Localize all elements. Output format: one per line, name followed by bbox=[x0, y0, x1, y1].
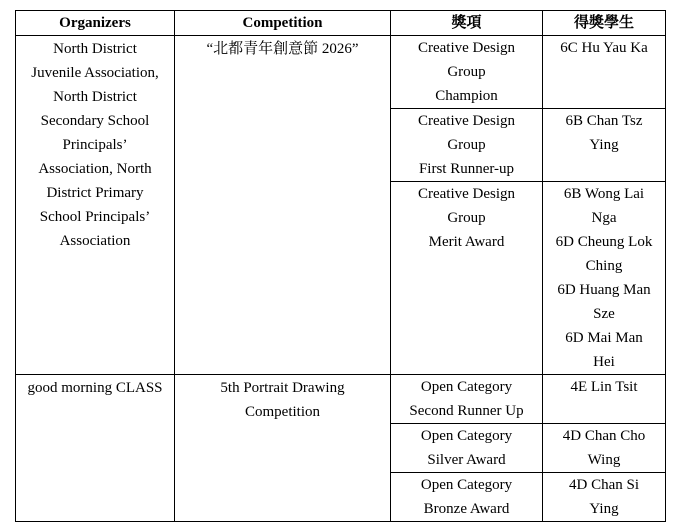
table-row bbox=[16, 375, 666, 424]
organizers-cell bbox=[16, 375, 175, 522]
student-text: 6C Hu Yau Ka bbox=[560, 40, 648, 56]
student-cell bbox=[543, 375, 666, 424]
awards-table bbox=[15, 10, 666, 522]
award-text: Open Category Second Runner Up bbox=[409, 379, 524, 419]
organizers-text: good morning CLASS bbox=[27, 380, 163, 396]
competition-text: “北都青年創意節 2026” bbox=[206, 41, 359, 57]
award-cell bbox=[391, 473, 543, 522]
organizers-text: North District Juvenile Association, North District Secondary School Principals’ Association, North District Primary School Principals’ Association bbox=[31, 41, 159, 249]
student-text: 4D Chan Si Ying bbox=[568, 477, 639, 517]
competition-text: 5th Portrait Drawing Competition bbox=[220, 380, 345, 420]
header-award: 獎項 bbox=[391, 11, 543, 36]
student-text: 6B Chan Tsz Ying bbox=[565, 113, 643, 153]
award-text: Open Category Bronze Award bbox=[420, 477, 513, 517]
award-cell bbox=[391, 36, 543, 109]
header-row bbox=[16, 11, 666, 36]
student-text: 4D Chan Cho Wing bbox=[562, 428, 646, 468]
competition-cell bbox=[175, 375, 391, 522]
student-cell bbox=[543, 36, 666, 109]
award-cell bbox=[391, 375, 543, 424]
header-organizers: Organizers bbox=[16, 11, 175, 36]
competition-cell bbox=[175, 36, 391, 375]
award-cell bbox=[391, 109, 543, 182]
award-text: Open Category Silver Award bbox=[420, 428, 513, 468]
award-text: Creative Design Group Champion bbox=[417, 40, 516, 104]
student-cell bbox=[543, 109, 666, 182]
student-text: 6B Wong Lai Nga 6D Cheung Lok Ching 6D Huang Man Sze 6D Mai Man Hei bbox=[555, 186, 653, 370]
organizers-cell bbox=[16, 36, 175, 375]
student-cell bbox=[543, 473, 666, 522]
award-text: Creative Design Group First Runner-up bbox=[417, 113, 516, 177]
table-row bbox=[16, 36, 666, 109]
student-cell bbox=[543, 424, 666, 473]
award-text: Creative Design Group Merit Award bbox=[417, 186, 516, 250]
header-student: 得獎學生 bbox=[543, 11, 666, 36]
award-cell bbox=[391, 182, 543, 375]
student-text: 4E Lin Tsit bbox=[570, 379, 638, 395]
student-cell bbox=[543, 182, 666, 375]
award-cell bbox=[391, 424, 543, 473]
header-competition: Competition bbox=[175, 11, 391, 36]
